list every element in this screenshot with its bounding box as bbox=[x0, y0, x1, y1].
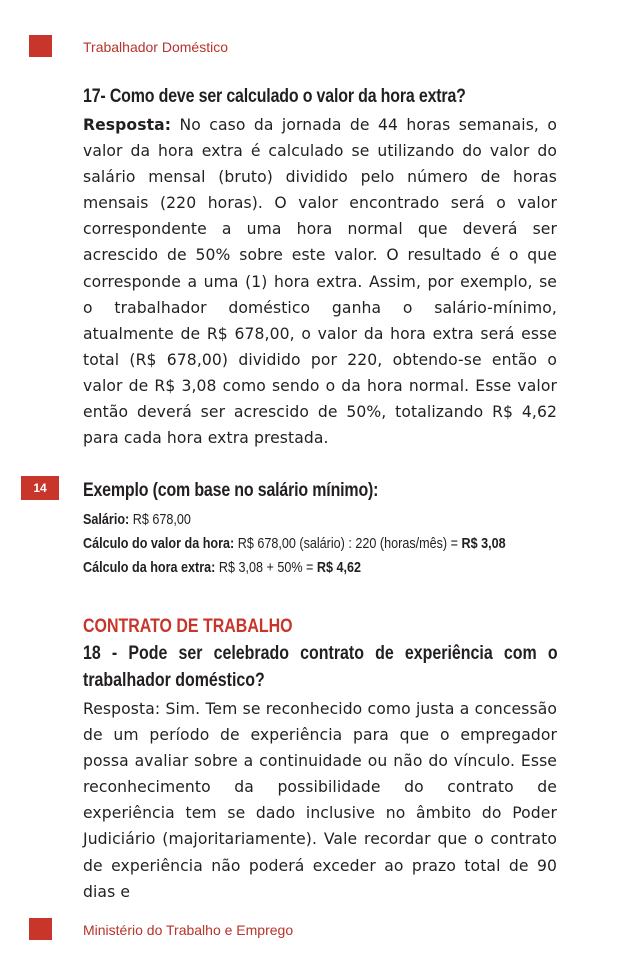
example-box bbox=[83, 480, 557, 580]
example-extra bbox=[83, 556, 481, 580]
section-title: CONTRATO DE TRABALHO bbox=[83, 616, 293, 637]
salary-label: Salário: bbox=[83, 511, 130, 528]
question-17-answer bbox=[83, 112, 557, 451]
question-17-title: 17- Como deve ser calculado o valor da hora extra? bbox=[83, 86, 466, 107]
running-header: Trabalhador Doméstico bbox=[83, 39, 228, 55]
example-salary bbox=[83, 508, 481, 532]
page-number: 14 bbox=[21, 476, 59, 500]
running-footer: Ministério do Trabalho e Emprego bbox=[83, 922, 294, 938]
question-17 bbox=[83, 86, 557, 451]
extra-result: R$ 4,62 bbox=[316, 559, 362, 576]
salary-value: R$ 678,00 bbox=[129, 511, 191, 528]
hour-value: R$ 678,00 (salário) : 220 (horas/mês) = bbox=[234, 535, 462, 552]
question-18-answer: Resposta: Sim. Tem se reconhecido como justa a concessão de um período de experiência para que o empregador possa avaliar sobre a continuidade ou não do vínculo. Esse reconhecimento da possibilidade do contrato de experiência tem se dado inclusive no âmbito do Poder Judiciário (majoritariamente). Vale recordar que o contrato de experiência não poderá exceder ao prazo total de 90 dias e bbox=[83, 700, 557, 901]
extra-value: R$ 3,08 + 50% = bbox=[215, 559, 317, 576]
answer-text: No caso da jornada de 44 horas semanais, o valor da hora extra é calculado se utilizando do valor do salário mensal (bruto) dividido pelo número de horas mensais (220 horas). O valor encontrado será o valor correspondente a uma hora normal que deverá ser acrescido de 50% sobre este valor. O resultado é o que corresponde a uma (1) hora extra. Assim, por exemplo, se o trabalhador doméstico ganha o salário-mínimo, atualmente de R$ 678,00, o valor da hora extra será esse total (R$ 678,00) dividido por 220, obtendo-se então o valor de R$ 3,08 como sendo o da hora normal. Esse valor então deverá ser acrescido de 50%, totalizando R$ 4,62 para cada hora extra prestada. bbox=[83, 116, 557, 448]
example-title: Exemplo (com base no salário mínimo): bbox=[83, 480, 379, 501]
hour-result: R$ 3,08 bbox=[461, 535, 506, 552]
footer-marker bbox=[29, 918, 52, 940]
hour-label: Cálculo do valor da hora: bbox=[83, 535, 235, 552]
extra-label: Cálculo da hora extra: bbox=[83, 559, 216, 576]
question-18-title: 18 - Pode ser celebrado contrato de experiência com o trabalhador doméstico? bbox=[83, 643, 558, 691]
example-hour bbox=[83, 532, 506, 556]
question-18 bbox=[83, 616, 557, 905]
header-marker bbox=[29, 35, 52, 57]
answer-label: Resposta: bbox=[83, 116, 172, 134]
